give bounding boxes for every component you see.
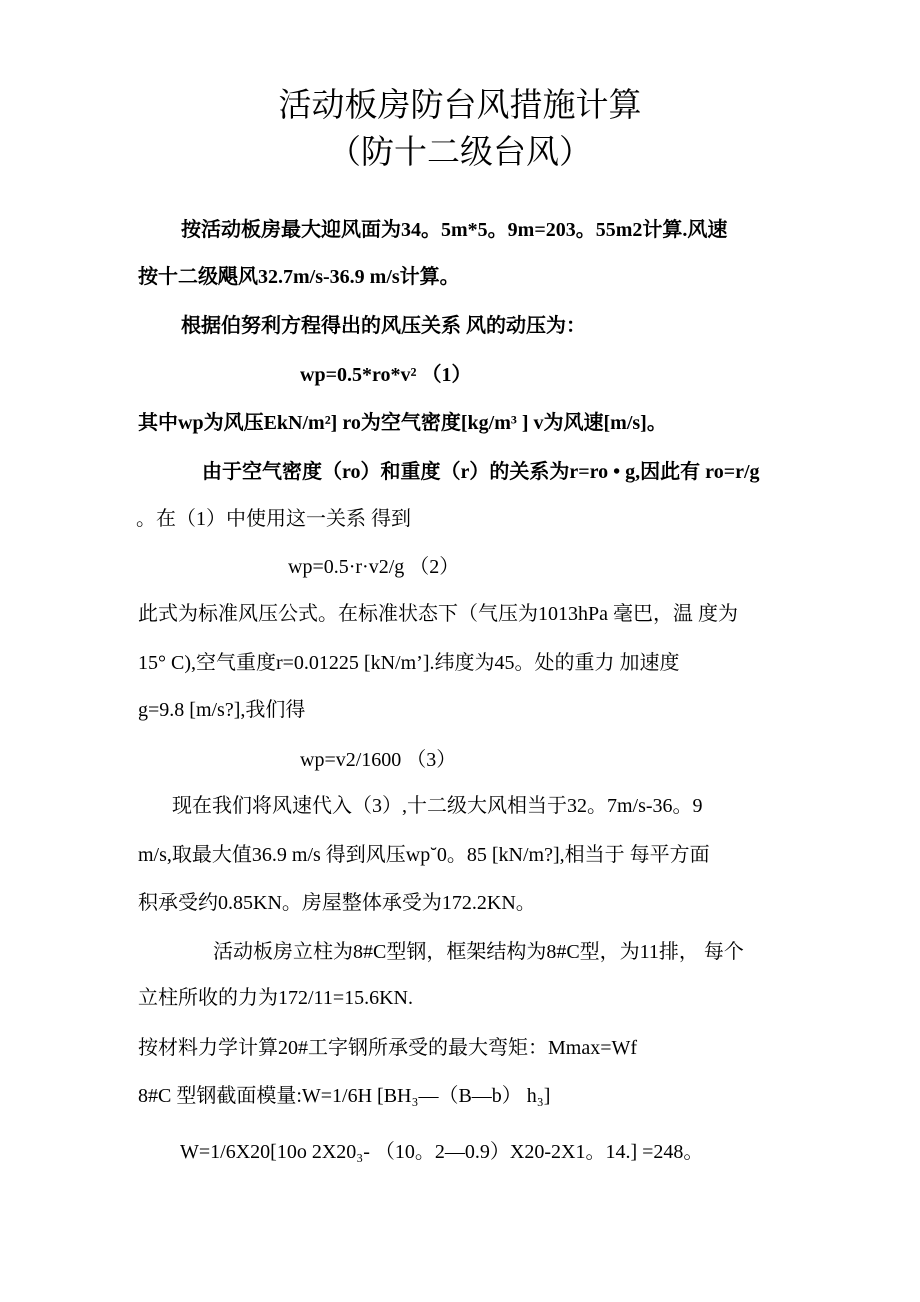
formula-4: W=1/6X20[10o 2X20₃- （10。2—0.9）X20-2X1。14.] =248。	[180, 1141, 704, 1163]
paragraph-line: 根据伯努利方程得出的风压关系 风的动压为：	[181, 315, 586, 337]
paragraph-line: 按十二级飓风32.7m/s-36.9 m/s计算。	[138, 266, 460, 288]
paragraph-line: 15° C),空气重度r=0.01225 [kN/m’].纬度为45。处的重力 加速度	[138, 652, 680, 674]
paragraph-line: 由于空气密度（ro）和重度（r）的关系为r=ro • g,因此有 ro=r/g	[202, 461, 760, 483]
paragraph-line: 按材料力学计算20#工字钢所承受的最大弯矩：Mmax=Wf	[138, 1037, 638, 1059]
paragraph-line: g=9.8 [m/s?],我们得	[138, 699, 306, 721]
paragraph-line: 其中wp为风压EkN/m²] ro为空气密度[kg/m³ ] v为风速[m/s]。	[138, 412, 667, 434]
paragraph-line: 按活动板房最大迎风面为34。5m*5。9m=203。55m2计算.风速	[181, 219, 728, 241]
formula-1: wp=0.5*ro*v² （1）	[300, 364, 472, 386]
paragraph-line: m/s,取最大值36.9 m/s 得到风压wp˘0。85 [kN/m?],相当于 每平方面	[138, 844, 710, 866]
document-subtitle: （防十二级台风）	[328, 135, 592, 171]
paragraph-line: 此式为标准风压公式。在标准状态下（气压为1013hPa 毫巴，温 度为	[138, 603, 738, 625]
paragraph-line: 活动板房立柱为8#C型钢，框架结构为8#C型，为11排， 每个	[213, 941, 744, 963]
paragraph-line: 积承受约0.85KN。房屋整体承受为172.2KN。	[138, 892, 536, 914]
document-title: 活动板房防台风措施计算	[278, 88, 642, 124]
paragraph-line: 立柱所收的力为172/11=15.6KN.	[138, 987, 413, 1009]
formula-2: wp=0.5·r·v2/g （2）	[288, 556, 460, 578]
paragraph-line: 8#C 型钢截面模量:W=1/6H [BH₃—（B—b） h₃]	[138, 1085, 551, 1107]
formula-3: wp=v2/1600 （3）	[300, 749, 457, 771]
paragraph-line: 。在（1）中使用这一关系 得到	[136, 508, 411, 530]
paragraph-line: 现在我们将风速代入（3）,十二级大风相当于32。7m/s-36。9	[172, 795, 703, 817]
